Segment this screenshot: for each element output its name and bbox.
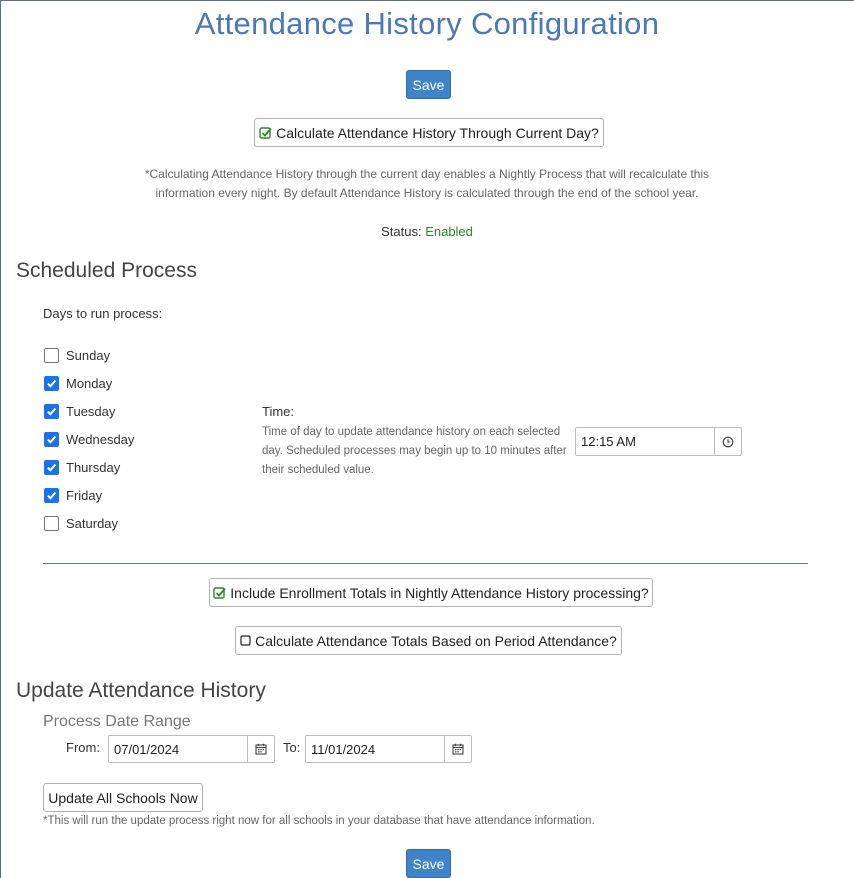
calendar-icon[interactable]	[247, 736, 274, 762]
day-option-saturday[interactable]	[44, 513, 118, 533]
unchecked-square-icon	[240, 635, 251, 646]
save-button-top[interactable]: Save	[406, 70, 451, 99]
from-date-input[interactable]: 07/01/2024	[114, 741, 180, 757]
from-date-picker[interactable]	[108, 735, 275, 763]
day-option-thursday[interactable]	[44, 457, 120, 477]
checked-square-icon	[213, 586, 226, 599]
enrollment-totals-label: Include Enrollment Totals in Nightly Attendance History processing?	[230, 584, 649, 601]
day-label: Wednesday	[66, 431, 135, 447]
save-button-bottom[interactable]: Save	[406, 849, 451, 878]
clock-icon[interactable]	[714, 428, 741, 455]
to-date-input[interactable]: 11/01/2024	[311, 741, 376, 757]
update-all-schools-button[interactable]: Update All Schools Now	[43, 783, 203, 812]
section-divider	[43, 563, 808, 564]
day-label: Tuesday	[66, 403, 116, 419]
time-picker[interactable]	[575, 427, 742, 456]
status-label: Status:	[381, 224, 422, 239]
day-option-tuesday[interactable]	[44, 401, 115, 421]
day-checkbox-tuesday[interactable]	[44, 404, 59, 419]
status-badge: Enabled	[425, 224, 473, 239]
period-attendance-label: Calculate Attendance Totals Based on Period Attendance?	[255, 632, 617, 649]
day-label: Sunday	[66, 347, 111, 363]
frame-left-border	[0, 0, 1, 878]
current-day-toggle-button[interactable]	[254, 118, 604, 147]
from-label: From:	[66, 740, 100, 755]
time-description: Time of day to update attendance history on each selected day. Scheduled processes may begin up to 10 minutes after their scheduled value.	[262, 426, 567, 476]
to-date-picker[interactable]	[305, 735, 472, 763]
day-option-sunday[interactable]	[44, 345, 110, 365]
day-option-monday[interactable]	[44, 373, 112, 393]
day-option-wednesday[interactable]	[44, 429, 134, 449]
date-range-label: Process Date Range	[43, 713, 191, 730]
scheduled-process-heading: Scheduled Process	[16, 259, 197, 282]
day-label: Thursday	[66, 459, 121, 475]
day-checkbox-thursday[interactable]	[44, 460, 59, 475]
day-label: Friday	[66, 487, 103, 503]
days-label: Days to run process:	[43, 306, 163, 321]
calendar-icon[interactable]	[444, 736, 471, 762]
day-checkbox-friday[interactable]	[44, 488, 59, 503]
time-input[interactable]: 12:15 AM	[581, 434, 636, 449]
enrollment-totals-toggle-button[interactable]	[209, 578, 653, 607]
current-day-note-line2: information every night. By default Attendance History is calculated through the end of the school year.	[155, 186, 699, 200]
update-history-heading: Update Attendance History	[16, 679, 266, 702]
frame-top-border	[0, 0, 854, 1]
checked-square-icon	[259, 126, 272, 139]
day-checkbox-monday[interactable]	[44, 376, 59, 391]
status-line	[0, 224, 854, 239]
page-title: Attendance History Configuration	[194, 6, 660, 41]
day-checkbox-wednesday[interactable]	[44, 432, 59, 447]
day-option-friday[interactable]	[44, 485, 102, 505]
current-day-label: Calculate Attendance History Through Current Day?	[276, 124, 599, 141]
update-note: *This will run the update process right now for all schools in your database that have attendance information.	[43, 815, 595, 827]
to-label: To:	[283, 740, 301, 755]
day-checkbox-sunday[interactable]	[44, 348, 59, 363]
period-attendance-toggle-button[interactable]	[235, 626, 622, 655]
day-label: Saturday	[66, 515, 119, 531]
time-label: Time:	[262, 404, 295, 419]
day-checkbox-saturday[interactable]	[44, 516, 59, 531]
current-day-note-line1: *Calculating Attendance History through the current day enables a Nightly Process that will recalculate this	[144, 167, 710, 181]
day-label: Monday	[66, 375, 113, 391]
